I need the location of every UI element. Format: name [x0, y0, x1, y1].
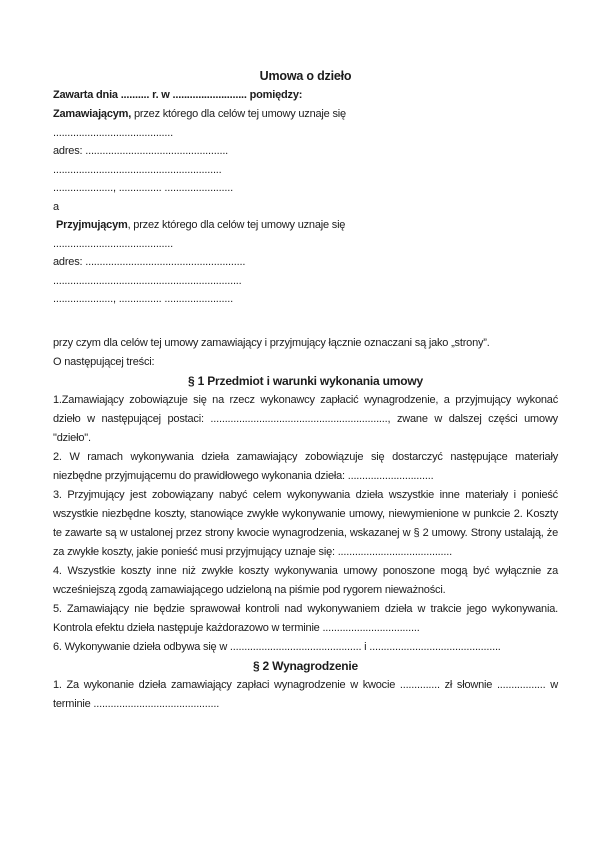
party2-name-blank-line: .......................................... [53, 237, 173, 250]
intro-line: Zawarta dnia .......... r. w .......................... pomiędzy: [53, 89, 303, 101]
section2-para1: 1. Za wykonanie dzieła zamawiający zapłaci wynagrodzenie w kwocie .............. zł słownie ................. w terminie ............................................ [53, 678, 558, 710]
party2-lead-rest: , przez którego dla celów tej umowy uznaje się [127, 219, 346, 231]
party2-address-blank-line: adres: ........................................................ [53, 256, 246, 268]
party1-name-label: Zamawiającym, [53, 108, 132, 120]
party2-name-label: Przyjmującym [56, 219, 128, 231]
party1-lead-rest: przez którego dla celów tej umowy uznaje się [131, 108, 346, 120]
party2-city-blank-line: ....................., ............... ........................ [53, 293, 233, 305]
party-przyjmujacy-block [53, 216, 558, 309]
content-intro-line: O następującej treści: [53, 355, 155, 368]
connector-a: a [53, 200, 59, 213]
section2-heading: § 2 Wynagrodzenie [252, 658, 359, 673]
party1-city-blank-line: ....................., ............... ........................ [53, 182, 233, 194]
section1-para6: 6. Wykonywanie dzieła odbywa się w .............................................. i .............................................. [53, 640, 501, 653]
section1-heading: § 1 Przedmiot i warunki wykonania umowy [188, 373, 423, 388]
party1-address2-blank-line: ........................................................... [53, 163, 222, 176]
party1-lead [53, 105, 558, 124]
section1-para5: 5. Zamawiający nie będzie sprawował kontroli nad wykonywaniem dzieła w trakcie jego wykonywania. Kontrola efektu dzieła następuje każdorazowo w terminie .................................. [53, 602, 558, 634]
party1-address-blank-line: adres: .................................................. [53, 145, 229, 157]
document-title: Umowa o dzieło [259, 69, 352, 83]
section1-para1: 1.Zamawiający zobowiązuje się na rzecz wykonawcy zapłacić wynagrodzenie, a przyjmujący wykonać dzieło w następującej postaci: .............................................................., zwane w dalszej części umowy "dzieło". [53, 393, 558, 444]
party1-name-blank-line: .......................................... [53, 126, 173, 139]
section1-para3: 3. Przyjmujący jest zobowiązany nabyć celem wykonywania dzieła wszystkie inne materiały i ponieść wszystkie niezbędne koszty, stanowiące zwykłe wykonywanie umowy, niewymienione w punkcie 2. Koszty te zawarte są w ustalonej przez strony kwocie wynagrodzenia, wskazanej w § 2 umowy. Strony ustalają, że za zwykłe koszty, jakie ponieść musi przyjmujący uznaje się: ........................................ [53, 488, 558, 558]
joint-designation-clause: przy czym dla celów tej umowy zamawiający i przyjmujący łącznie oznaczani są jako „strony”. [53, 336, 490, 349]
section1-para2: 2. W ramach wykonywania dzieła zamawiający zobowiązuje się dostarczyć następujące materiały niezbędne przyjmującemu do prawidłowego wykonania dzieła: .............................. [53, 450, 558, 482]
party2-address2-blank-line: .................................................................. [53, 274, 242, 287]
party2-lead [53, 216, 558, 235]
party-zamawiajacy-block [53, 105, 558, 198]
section1-para4: 4. Wszystkie koszty inne niż zwykłe koszty wykonywania umowy ponoszone mogą być wyłącznie za wcześniejszą zgodą zamawiającego udzieloną na piśmie pod rygorem nieważności. [53, 564, 558, 596]
